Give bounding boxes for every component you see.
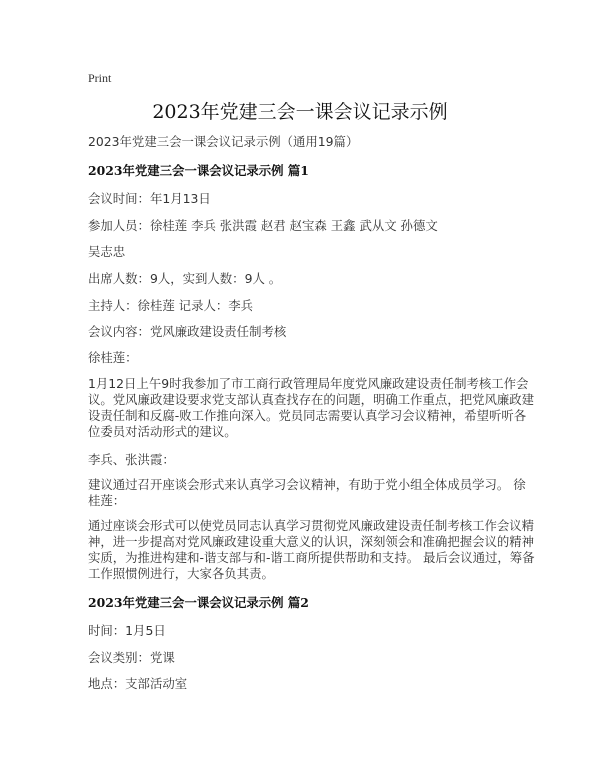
attendees-line-2: 吴志忠 — [88, 244, 126, 259]
paragraph-line: 通过座谈会形式可以使党员同志认真学习贯彻党风廉政建设责任制考核工作会议精 — [88, 518, 535, 533]
meeting-location: 地点：支部活动室 — [88, 676, 188, 691]
paragraph-line: 实质，为推进构建和-谐支部与和-谐工商所提供帮助和支持。 最后会议通过，筹备 — [88, 550, 535, 565]
section-heading-2: 2023年党建三会一课会议记录示例 篇2 — [88, 595, 309, 610]
paragraph-line: 建议通过召开座谈会形式来认真学习会议精神，有助于党小组全体成员学习。 徐 — [88, 477, 526, 492]
meeting-content: 会议内容：党风廉政建设责任制考核 — [88, 324, 287, 339]
paragraph-line: 设责任制和反腐-败工作推向深入。党员同志需要认真学习会议精神，希望听听各 — [88, 408, 527, 423]
attendance-count: 出席人数：9人，实到人数：9人 。 — [88, 271, 282, 286]
print-label: Print — [88, 71, 112, 85]
meeting-category: 会议类别：党课 — [88, 650, 175, 665]
paragraph-line: 议。党风廉政建设要求党支部认真查找存在的问题，明确工作重点，把党风廉政建 — [88, 392, 535, 407]
attendees-line-1: 参加人员：徐桂莲 李兵 张洪霞 赵君 赵宝森 王鑫 武从文 孙德文 — [88, 218, 438, 233]
speaker-label-2: 李兵、张洪霞： — [88, 452, 175, 467]
document-subtitle: 2023年党建三会一课会议记录示例（通用19篇） — [88, 134, 359, 149]
section-heading-1: 2023年党建三会一课会议记录示例 篇1 — [88, 163, 309, 178]
meeting-date: 时间：1月5日 — [88, 623, 166, 638]
host-recorder: 主持人：徐桂莲 记录人：李兵 — [88, 298, 254, 313]
paragraph-line: 桂莲： — [88, 493, 126, 508]
speaker-label-1: 徐桂莲： — [88, 350, 138, 365]
page-title: 2023年党建三会一课会议记录示例 — [152, 101, 448, 123]
meeting-time: 会议时间：年1月13日 — [88, 191, 211, 206]
paragraph-1 — [88, 376, 535, 440]
paragraph-line: 1月12日上午9时我参加了市工商行政管理局年度党风廉政建设责任制考核工作会 — [88, 376, 529, 391]
paragraph-2 — [88, 477, 528, 509]
paragraph-line: 工作照惯例进行，大家各负其责。 — [88, 566, 274, 581]
paragraph-line: 位委员对活动形式的建议。 — [88, 424, 237, 439]
paragraph-3 — [88, 518, 535, 582]
paragraph-line: 神，进一步提高对党风廉政建设重大意义的认识，深刻领会和准确把握会议的精神 — [88, 534, 535, 549]
